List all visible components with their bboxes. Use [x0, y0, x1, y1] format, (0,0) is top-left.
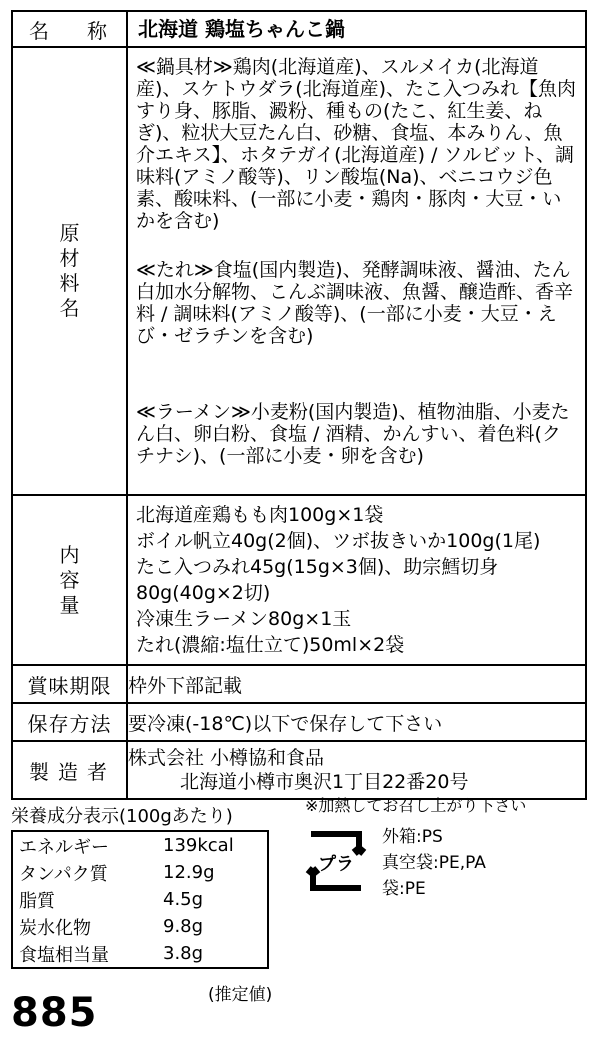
row-contents [12, 495, 586, 665]
heating-note: ※加熱してお召し上がり下さい [305, 796, 527, 815]
contents-item: 北海道産鶏もも肉100g×1袋 [136, 504, 384, 526]
row-ingredients [12, 47, 586, 495]
best-before-value: 枠外下部記載 [127, 665, 586, 703]
food-label-table [11, 10, 587, 800]
name-header: 名 称 [12, 11, 127, 47]
estimate-note: (推定値) [208, 985, 273, 1005]
nutrition-table [11, 830, 269, 969]
ingredients-list [127, 47, 586, 495]
ingredients-paragraph: ≪たれ≫食塩(国内製造)、発酵調味液、醤油、たん白加水分解物、こんぶ調味液、魚醤、醸造酢、香辛料 / 調味料(アミノ酸等)、(一部に小麦・大豆・えび・ゼラチンを含む) [136, 259, 574, 347]
row-storage [12, 703, 586, 741]
ingredients-header: 原 材 料 名 [12, 47, 127, 495]
recycle-mark-text: プラ [318, 854, 354, 875]
plastic-recycle-icon [301, 826, 371, 896]
packaging-item: 真空袋:PE,PA [382, 853, 486, 873]
best-before-header: 賞味期限 [12, 665, 127, 703]
manufacturer-value [127, 741, 586, 799]
contents-item: たれ(濃縮:塩仕立て)50ml×2袋 [136, 634, 405, 656]
product-code: 885 [11, 990, 98, 1036]
nutrition-row: 炭水化物 9.8g [19, 916, 204, 939]
manufacturer-company: 株式会社 小樽協和食品 [128, 747, 325, 769]
nutrition-title: 栄養成分表示(100gあたり) [11, 806, 233, 827]
contents-item: ボイル帆立40g(2個)、ツボ抜きいか100g(1尾) [136, 530, 541, 552]
manufacturer-address: 北海道小樽市奥沢1丁目22番20号 [180, 771, 469, 793]
ingredients-paragraph: ≪ラーメン≫小麦粉(国内製造)、植物油脂、小麦たん白、卵白粉、食塩 / 酒精、かんすい、着色料(クチナシ)、(一部に小麦・卵を含む) [136, 401, 570, 467]
row-product-name [12, 11, 586, 47]
nutrition-row: タンパク質 12.9g [19, 862, 215, 885]
nutrition-row: 脂質 4.5g [19, 889, 204, 912]
ingredients-paragraph: ≪鍋具材≫鶏肉(北海道産)、スルメイカ(北海道産)、スケトウダラ(北海道産)、たこ入つみれ【魚肉すり身、豚脂、澱粉、種もの(たこ、紅生姜、ねぎ)、粒状大豆たん白、砂糖、食塩、本みりん、魚介エキス】、ホタテガイ(北海道産) / ソルビット、調味料(アミノ酸等)、リン酸塩(Na)、ベニコウジ色素、酸味料、(一部に小麦・鶏肉・豚肉・大豆・いかを含む) [136, 56, 577, 232]
row-manufacturer [12, 741, 586, 799]
contents-list [127, 495, 586, 665]
storage-header: 保存方法 [12, 703, 127, 741]
nutrition-row: 食塩相当量 3.8g [19, 943, 204, 966]
contents-item: 冷凍生ラーメン80g×1玉 [136, 608, 352, 630]
contents-item: たこ入つみれ45g(15g×3個)、助宗鱈切身80g(40g×2切) [136, 556, 499, 604]
storage-value: 要冷凍(-18℃)以下で保存して下さい [127, 703, 586, 741]
row-best-before [12, 665, 586, 703]
packaging-list [382, 824, 486, 902]
manufacturer-header: 製 造 者 [12, 741, 127, 799]
contents-header: 内 容 量 [12, 495, 127, 665]
product-name: 北海道 鶏塩ちゃんこ鍋 [127, 11, 586, 47]
packaging-item: 袋:PE [382, 879, 426, 899]
packaging-item: 外箱:PS [382, 827, 443, 847]
nutrition-row: エネルギー 139kcal [19, 835, 234, 858]
